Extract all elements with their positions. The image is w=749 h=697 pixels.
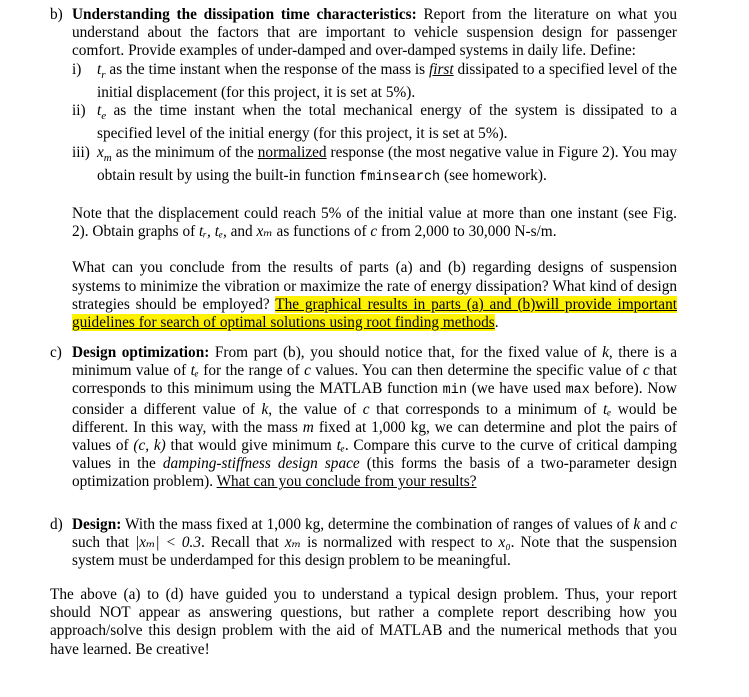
part-c-label: c) [50,344,62,361]
part-b-intro: b) Understanding the dissipation time characteristics: Report from the literature on what you understand about the factors that are important to vehicle suspension design for passenger comfort. Provide examples of under-damped and over-damped systems in daily life. Define: [50,6,678,60]
part-c-heading: Design optimization: [72,344,210,361]
part-c: c) Design optimization: From part (b), you should notice that, for the fixed value of k, there is a minimum value of tₑ for the range of c values. You can then determine the specific value of c that corresponds to this minimum using the MATLAB function min (we have used max before). Now consider a different value of k, the value of c that corresponds to a minimum of tₑ would be different. In this way, with the mass m fixed at 1,000 kg, we can determine and plot the pairs of values of (c, k) that would give minimum tₑ. Compare this curve to the curve of critical damping values in the damping-stiffness design space (this forms the basis of a two-parameter design optimization problem). What can you conclude from your results? [50,344,678,491]
question-paragraph: What can you conclude from the results of parts (a) and (b) regarding designs of suspension systems to minimize the vibration or maximize the rate of energy dissipation? What kind of design strategies should be employed? The graphical results in parts (a) and (b)will provide important guidelines for search of optimal solutions using root finding methods. [72,259,677,331]
highlighted-text: The graphical results in parts (a) and (b)will provide important guidelines for search of optimal solutions using root finding methods [72,295,677,331]
note-paragraph: Note that the displacement could reach 5% of the initial value at more than one instant (see Fig. 2). Obtain graphs of tᵣ, tₑ, and xₘ as functions of c from 2,000 to 30,000 N-s/m. [72,204,677,241]
part-d-label: d) [50,516,63,533]
definition-tr: i) $t_r$ as the time instant when the response of the mass is first dissipated to a specified level of the initial displacement (for this project, it is set at 5%). [72,60,677,101]
part-b [0,6,749,332]
part-b-heading: Understanding the dissipation time characteristics: [72,6,417,23]
part-b-label: b) [50,6,63,23]
part-d-heading: Design: [72,516,122,533]
part-d: d) Design: With the mass fixed at 1,000 kg, determine the combination of ranges of values of k and c such that |xₘ| < 0.3. Recall that xₘ is normalized with respect to x₀. Note that the suspension system must be underdamped for this design problem to be meaningful. [50,516,677,570]
definition-xm: iii) $x_m$ as the minimum of the normalized response (the most negative value in Figure 2). You may obtain result by using the built-in function fminsearch (see homework). [72,143,677,185]
closing-paragraph: The above (a) to (d) have guided you to understand a typical design problem. Thus, your report should NOT appear as answering questions, but rather a complete report describing how you approach/solve this design problem with the aid of MATLAB and the numerical methods that you have learned. Be creative! [50,586,677,658]
definition-te: ii) $t_e$ as the time instant when the total mechanical energy of the system is dissipated to a specified level of the initial energy (for this project, it is set at 5%). [72,102,677,143]
